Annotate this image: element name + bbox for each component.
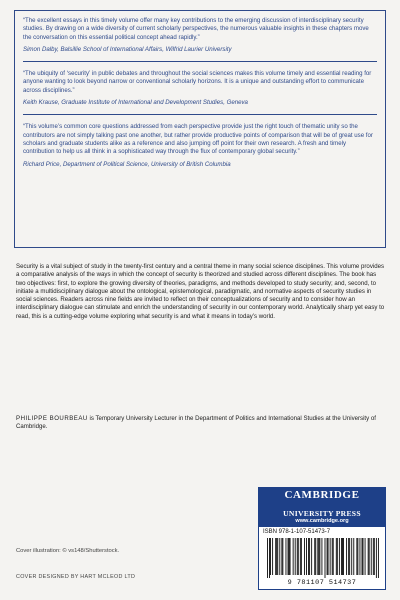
barcode-bar xyxy=(369,538,370,575)
barcode-bar xyxy=(356,538,357,575)
publisher-logo xyxy=(258,487,386,510)
endorsement-attribution: Simon Dalby, Balsillie School of International Affairs, Wilfrid Laurier University xyxy=(23,45,232,53)
barcode-bar xyxy=(317,538,318,575)
divider xyxy=(23,114,377,115)
barcode-bar xyxy=(298,538,299,575)
publisher-name: CAMBRIDGE xyxy=(284,489,360,501)
book-description: Security is a vital subject of study in the twenty-first century and a central theme in many social science disciplines. This volume provides a comparative analysis of the ways in which the concept of security is theorized and studied across different disciplines. The book has two objectives: first, to explore the growing diversity of theories, paradigms, and methods developed to study security; and, second, to initiate a multidisciplinary dialogue about the ontological, epistemological, paradigmatic, and normative aspects of security studies in social sciences. Readers across nine fields are invited to reflect on their conceptualizations of security and to consider how an interdisciplinary dialogue can stimulate and enrich the understanding of security in our contemporary world. Analytically sharp yet easy to read, this is a cutting-edge volume exploring what security is and what it means in today’s world. xyxy=(16,263,385,320)
barcode-bar xyxy=(351,538,352,575)
barcode-bar xyxy=(269,538,270,578)
publisher-url: www.cambridge.org xyxy=(295,518,349,524)
barcode-bar xyxy=(281,538,282,575)
cover-illustration-credit: Cover illustration: © vs148/Shutterstock. xyxy=(16,548,120,554)
barcode-bar xyxy=(275,538,276,575)
barcode-bar xyxy=(359,538,360,575)
barcode-bar xyxy=(357,538,358,575)
endorsements-box xyxy=(14,10,386,248)
barcode-bar xyxy=(328,538,329,575)
author-name: PHILIPPE BOURBEAU xyxy=(16,415,88,422)
barcode-bar xyxy=(339,538,340,575)
endorsement-quote: “The ubiquity of ‘security’ in public debates and throughout the social sciences makes this volume timely and essential reading for anyone wanting to look beyond narrow or conventional scholarly horizons. It is a unique and outstanding effort to communicate across disciplines.” xyxy=(23,70,372,94)
barcode-bar xyxy=(297,538,298,575)
barcode-bar xyxy=(348,538,349,575)
barcode-bar xyxy=(363,538,364,575)
barcode-bar xyxy=(277,538,278,575)
author-bio-text: is Temporary University Lecturer in the Department of Politics and International Studies at the University of Cambridge. xyxy=(16,415,376,431)
isbn-barcode-box xyxy=(258,526,386,590)
barcode-bar xyxy=(308,538,309,575)
divider xyxy=(23,61,377,62)
endorsement-quote: “The excellent essays in this timely volume offer many key contributions to the emerging discussion of interdisciplinary security studies. By drawing on a wide diversity of current scholarly perspectives, the numerous valuable insights in these chapters move the conversation on this essential political concept ahead rapidly.” xyxy=(23,17,369,41)
barcode-bar xyxy=(365,538,366,575)
barcode-bar xyxy=(315,538,316,575)
author-bio xyxy=(16,415,386,432)
barcode-bar xyxy=(279,538,280,575)
barcode-bar xyxy=(288,538,289,575)
barcode-bar xyxy=(321,538,322,575)
barcode-bar xyxy=(374,538,375,575)
barcode-bar xyxy=(373,538,374,575)
barcode-bar xyxy=(270,538,271,575)
barcode-bar xyxy=(311,538,312,575)
barcode-bar xyxy=(368,538,369,575)
barcode-bar xyxy=(325,538,326,578)
barcode-bar xyxy=(309,538,310,575)
barcode-icon xyxy=(267,538,379,578)
isbn-label: ISBN 978-1-107-51473-7 xyxy=(263,529,331,535)
barcode-bar xyxy=(376,538,377,578)
barcode-bar xyxy=(306,538,307,575)
barcode-bar xyxy=(304,538,305,575)
barcode-bar xyxy=(342,538,343,575)
barcode-bar xyxy=(327,538,328,575)
endorsement-attribution: Keith Krause, Graduate Institute of International and Development Studies, Geneva xyxy=(23,99,248,107)
barcode-bar xyxy=(341,538,342,575)
barcode-bar xyxy=(332,538,333,575)
barcode-bar xyxy=(343,538,344,575)
publisher-press: UNIVERSITY PRESS xyxy=(283,509,361,518)
barcode-bar xyxy=(318,538,319,575)
barcode-bar xyxy=(319,538,320,575)
barcode-bar xyxy=(295,538,296,575)
endorsement-attribution: Richard Price, Department of Political Science, University of British Columbia xyxy=(23,160,231,168)
barcode-bar xyxy=(330,538,331,575)
barcode-bar xyxy=(267,538,268,578)
barcode-bar xyxy=(314,538,315,575)
barcode-bar xyxy=(300,538,301,575)
barcode-bar xyxy=(337,538,338,575)
barcode-bar xyxy=(349,538,350,575)
barcode-bar xyxy=(336,538,337,575)
barcode-bar xyxy=(346,538,347,575)
barcode-bar xyxy=(371,538,372,575)
barcode-number: 9 781107 514737 xyxy=(287,579,357,587)
barcode-bar xyxy=(276,538,277,575)
barcode-bar xyxy=(290,538,291,575)
barcode-bar xyxy=(272,538,273,575)
barcode-bar xyxy=(353,538,354,575)
barcode-bar xyxy=(286,538,287,575)
barcode-bar xyxy=(333,538,334,575)
endorsement-quote: “This volume’s common core questions addressed from each perspective provide just the right touch of thematic unity so the contributors are not simply talking past one another, but rather provide productive points of comparison that will be of great use for scholars and graduate students alike as a reference and also jumping off point for their own research. A fresh and timely contribution to help us all think in a sophisticated way through the flux of contemporary global security.” xyxy=(23,123,373,156)
barcode-bar xyxy=(282,538,283,575)
publisher-subtitle xyxy=(258,510,386,526)
barcode-bar xyxy=(378,538,379,578)
barcode-bar xyxy=(289,538,290,575)
barcode-bar xyxy=(362,538,363,575)
barcode-bar xyxy=(301,538,302,575)
barcode-bar xyxy=(293,538,294,575)
cover-designer-credit: COVER DESIGNED BY HART MCLEOD LTD xyxy=(16,574,136,580)
